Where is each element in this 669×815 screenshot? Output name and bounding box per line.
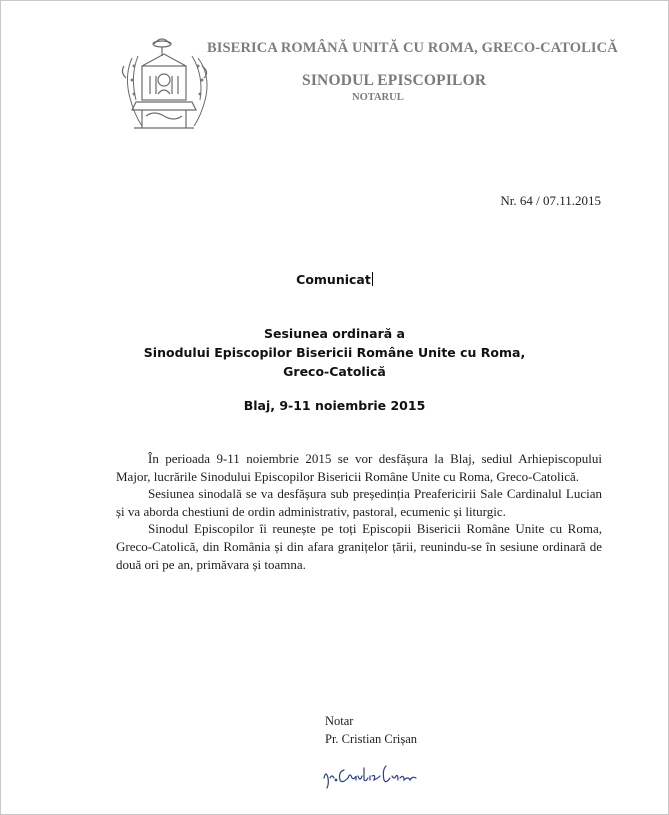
document-reference: Nr. 64 / 07.11.2015: [500, 193, 601, 208]
body-text: [116, 450, 602, 573]
place-date: Blaj, 9-11 noiembrie 2015: [243, 398, 426, 413]
church-crest-icon: [120, 36, 220, 136]
text-cursor: [372, 272, 373, 286]
office-title: NOTARUL: [352, 92, 404, 103]
session-line: Greco-Catolică: [283, 364, 386, 379]
paragraph: Sesiunea sinodală se va desfășura sub președinția Preafericirii Sale Cardinalul Lucian și va aborda chestiuni de ordin administrativ, pastoral, ecumenic și liturgic.: [116, 486, 602, 519]
document-title[interactable]: Comunicat: [296, 272, 371, 287]
paragraph: În perioada 9-11 noiembrie 2015 se vor desfășura la Blaj, sediul Arhiepiscopului Major, lucrările Sinodului Episcopilor Bisericii Române Unite cu Roma, Greco-Catolică.: [116, 451, 602, 484]
organization-name: BISERICA ROMÂNĂ UNITĂ CU ROMA, GRECO-CATOLICĂ: [207, 40, 618, 56]
session-heading: [0, 324, 669, 381]
synod-title: SINODUL EPISCOPILOR: [302, 72, 487, 89]
handwritten-signature: [320, 756, 420, 790]
signer-role: Notar: [325, 714, 354, 728]
signature-block: [325, 712, 417, 748]
paragraph: Sinodul Episcopilor îi reunește pe toți Episcopii Bisericii Române Unite cu Roma, Greco-Catolică, din România și din afara granițelor țării, reunindu-se în sesiune ordinară de două ori pe an, primăvara și toamna.: [116, 521, 602, 572]
session-line: Sinodului Episcopilor Bisericii Române Unite cu Roma,: [143, 345, 526, 360]
session-line: Sesiunea ordinară a: [264, 326, 405, 341]
signer-name: Pr. Cristian Crișan: [325, 732, 418, 746]
